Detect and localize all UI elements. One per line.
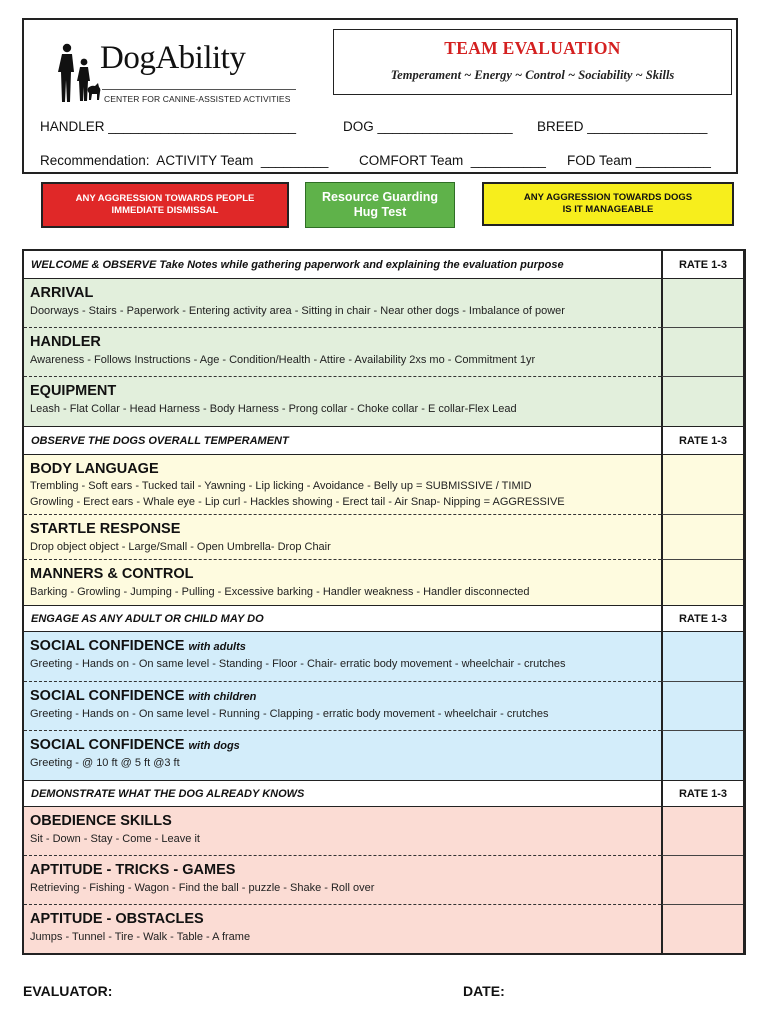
item-arrival (24, 279, 743, 328)
item-title: BODY LANGUAGE (30, 461, 159, 477)
rating-cell[interactable] (661, 560, 743, 605)
section-header-text: DEMONSTRATE WHAT THE DOG ALREADY KNOWS (31, 787, 305, 800)
header-box (22, 18, 738, 174)
logo-divider (102, 89, 296, 90)
page-subtitle: Temperament ~ Energy ~ Control ~ Sociability ~ Skills (390, 68, 675, 82)
item-description: Barking - Growling - Jumping - Pulling - Excessive barking - Handler weakness - Handler disconnected (30, 586, 530, 598)
banner-yellow-line1: ANY AGGRESSION TOWARDS DOGS (523, 192, 693, 203)
rating-cell[interactable] (661, 807, 743, 856)
logo-tagline: CENTER FOR CANINE-ASSISTED ACTIVITIES (104, 94, 291, 104)
banner-red-line2: IMMEDIATE DISMISSAL (111, 205, 219, 216)
breed-field[interactable]: BREED ________________ (537, 119, 708, 134)
item-social-children (24, 682, 743, 731)
section-header-temperament (24, 426, 743, 455)
page-title: TEAM EVALUATION (444, 38, 621, 58)
item-description: Greeting - Hands on - On same level - Running - Clapping - erratic body movement - wheelchair - crutches (30, 708, 549, 720)
item-title: STARTLE RESPONSE (30, 521, 181, 537)
rate-header: RATE 1-3 (661, 251, 743, 278)
section-header-welcome (24, 251, 743, 279)
item-social-adults (24, 632, 743, 682)
handler-field[interactable]: HANDLER _________________________ (40, 119, 296, 134)
comfort-team-field[interactable]: COMFORT Team __________ (359, 153, 546, 168)
item-qualifier: with adults (188, 641, 246, 653)
item-qualifier: with dogs (188, 740, 240, 752)
item-startle-response (24, 515, 743, 560)
section-header-demonstrate (24, 780, 743, 807)
fod-team-field[interactable]: FOD Team __________ (567, 153, 711, 168)
item-title (30, 688, 256, 704)
item-title: EQUIPMENT (30, 383, 117, 399)
item-title-text: SOCIAL CONFIDENCE (30, 737, 185, 753)
rating-cell[interactable] (661, 682, 743, 731)
dogability-logo (56, 42, 296, 112)
section-header-text: OBSERVE THE DOGS OVERALL TEMPERAMENT (31, 434, 289, 447)
item-handler (24, 328, 743, 377)
banner-green-line1: Resource Guarding (322, 190, 438, 204)
rating-cell[interactable] (661, 856, 743, 905)
item-title: APTITUDE - TRICKS - GAMES (30, 862, 236, 878)
logo-name: DogAbility (100, 40, 246, 76)
item-description: Doorways - Stairs - Paperwork - Entering activity area - Sitting in chair - Near other dogs - Imbalance of power (30, 305, 565, 317)
item-body-language (24, 455, 743, 515)
item-title (30, 737, 240, 753)
rating-cell[interactable] (661, 905, 743, 953)
item-aptitude-obstacles (24, 905, 743, 953)
resource-guarding-banner (305, 182, 455, 228)
item-title: HANDLER (30, 334, 101, 350)
item-title: OBEDIENCE SKILLS (30, 813, 172, 829)
section-header-text: WELCOME & OBSERVE Take Notes while gathering paperwork and explaining the evaluation purpose (31, 258, 564, 271)
item-manners-control (24, 560, 743, 605)
item-equipment (24, 377, 743, 426)
item-description: Growling - Erect ears - Whale eye - Lip curl - Hackles showing - Erect tail - Air Snap- Nipping = AGGRESSIVE (30, 496, 565, 508)
rating-cell[interactable] (661, 328, 743, 377)
item-obedience-skills (24, 807, 743, 856)
rating-cell[interactable] (661, 377, 743, 426)
item-description: Jumps - Tunnel - Tire - Walk - Table - A frame (30, 931, 251, 943)
rate-header: RATE 1-3 (661, 427, 743, 454)
item-description: Greeting - Hands on - On same level - Standing - Floor - Chair- erratic body movement - wheelchair - crutches (30, 658, 566, 670)
item-title (30, 638, 246, 654)
item-title-text: SOCIAL CONFIDENCE (30, 688, 185, 704)
section-header-engage (24, 605, 743, 632)
rating-cell[interactable] (661, 279, 743, 328)
item-description: Greeting - @ 10 ft @ 5 ft @3 ft (30, 757, 180, 769)
item-title: APTITUDE - OBSTACLES (30, 911, 204, 927)
date-field[interactable]: DATE: (463, 983, 505, 999)
title-box (333, 29, 732, 95)
rating-cell[interactable] (661, 515, 743, 560)
item-title-text: SOCIAL CONFIDENCE (30, 638, 185, 654)
rating-cell[interactable] (661, 632, 743, 682)
item-qualifier: with children (188, 691, 257, 703)
item-description: Trembling - Soft ears - Tucked tail - Yawning - Lip licking - Avoidance - Belly up = SUBMISSIVE / TIMID (30, 480, 532, 492)
banner-yellow-line2: IS IT MANAGEABLE (562, 204, 654, 215)
rating-cell[interactable] (661, 455, 743, 515)
item-description: Retrieving - Fishing - Wagon - Find the ball - puzzle - Shake - Roll over (30, 882, 375, 894)
banner-red-line1: ANY AGGRESSION TOWARDS PEOPLE (75, 193, 255, 204)
item-description: Awareness - Follows Instructions - Age - Condition/Health - Attire - Availability 2xs mo - Commitment 1yr (30, 354, 536, 366)
rate-header: RATE 1-3 (661, 606, 743, 631)
aggression-people-banner (41, 182, 289, 228)
people-and-dogs-icon (56, 42, 102, 104)
item-description: Drop object object - Large/Small - Open Umbrella- Drop Chair (30, 541, 331, 553)
item-title: MANNERS & CONTROL (30, 566, 194, 582)
activity-team-field[interactable]: Recommendation: ACTIVITY Team _________ (40, 153, 329, 168)
item-description: Sit - Down - Stay - Come - Leave it (30, 833, 200, 845)
item-description: Leash - Flat Collar - Head Harness - Body Harness - Prong collar - Choke collar - E collar-Flex Lead (30, 403, 517, 415)
banner-green-line2: Hug Test (353, 205, 407, 219)
dog-field[interactable]: DOG __________________ (343, 119, 513, 134)
evaluator-field[interactable]: EVALUATOR: (23, 983, 113, 999)
item-title: ARRIVAL (30, 285, 94, 301)
section-header-text: ENGAGE AS ANY ADULT OR CHILD MAY DO (31, 612, 264, 625)
item-social-dogs (24, 731, 743, 780)
rating-cell[interactable] (661, 731, 743, 780)
rate-header: RATE 1-3 (661, 781, 743, 806)
item-aptitude-tricks (24, 856, 743, 905)
aggression-dogs-banner (482, 182, 734, 226)
evaluation-table (22, 249, 746, 955)
